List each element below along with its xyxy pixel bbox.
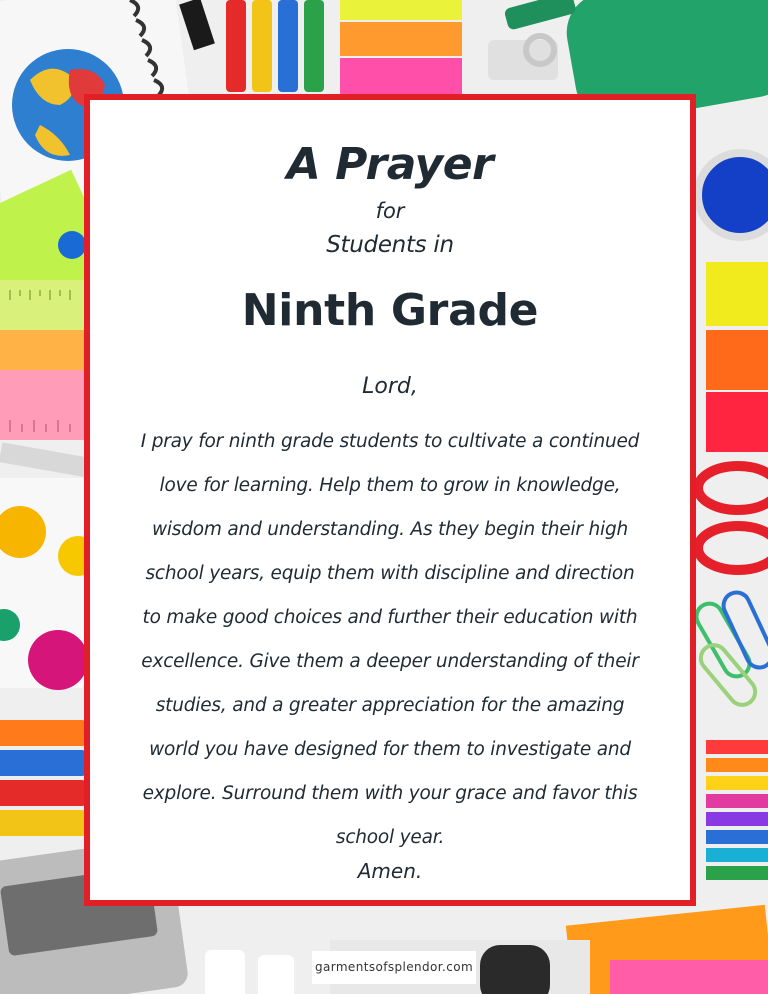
prayer-body xyxy=(124,420,656,860)
prayer-line: world you have designed for them to investigate and xyxy=(149,739,631,760)
grade-heading: Ninth Grade xyxy=(241,285,539,336)
prayer-line: excellence. Give them a deeper understanding of their xyxy=(141,651,639,672)
prayer-line: love for learning. Help them to grow in knowledge, xyxy=(159,475,621,496)
prayer-line: studies, and a greater appreciation for the amazing xyxy=(155,695,625,716)
prayer-line: I pray for ninth grade students to cultivate a continued xyxy=(140,431,640,452)
closing: Amen. xyxy=(357,859,423,883)
subtitle-for: for xyxy=(375,199,405,223)
prayer-line: explore. Surround them with your grace and favor this xyxy=(142,783,638,804)
poster-title: A Prayer xyxy=(286,139,494,190)
salutation: Lord, xyxy=(362,374,418,399)
prayer-card xyxy=(84,94,696,906)
prayer-line: to make good choices and further their education with xyxy=(142,607,638,628)
prayer-line: school year. xyxy=(335,827,445,848)
subtitle-students: Students in xyxy=(326,232,454,258)
website-link[interactable]: garmentsofsplendor.com xyxy=(312,951,476,984)
prayer-line: school years, equip them with discipline and direction xyxy=(145,563,635,584)
prayer-line: wisdom and understanding. As they begin their high xyxy=(151,519,629,540)
